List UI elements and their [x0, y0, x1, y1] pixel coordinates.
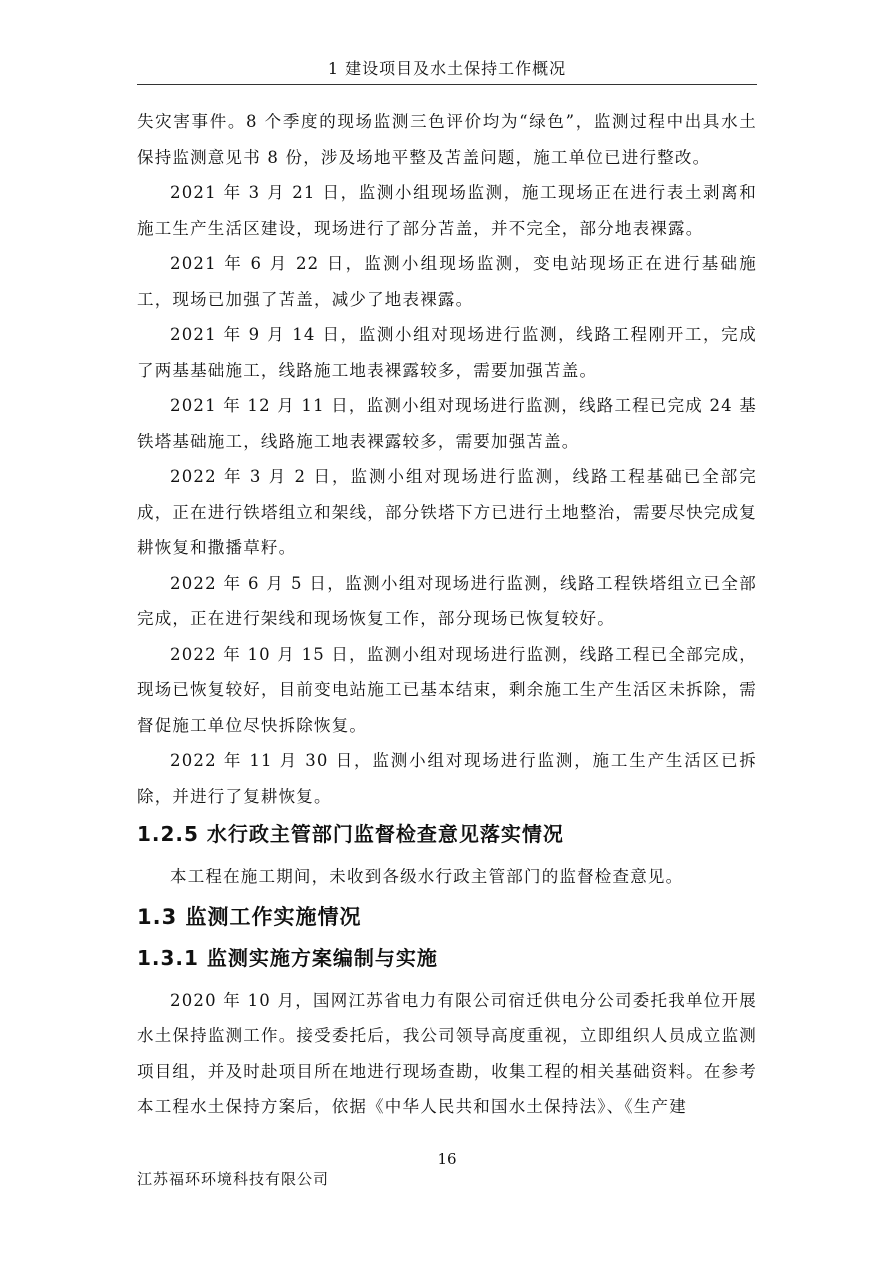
paragraph-section-1-3-1: 2020 年 10 月，国网江苏省电力有限公司宿迁供电分公司委托我单位开展水土保持监测工作。接受委托后，我公司领导高度重视，立即组织人员成立监测项目组，并及时赴项目所在地进行现场查勘，收集工程的相关基础资料。在参考本工程水土保持方案后，依据《中华人民共和国水土保持法》、《生产建 [137, 990, 757, 1116]
page-body [137, 104, 757, 1125]
paragraph-2021-06-22: 2021 年 6 月 22 日，监测小组现场监测，变电站现场正在进行基础施工，现场已加强了苫盖，减少了地表裸露。 [137, 254, 757, 309]
paragraph-2021-12-11: 2021 年 12 月 11 日，监测小组对现场进行监测，线路工程已完成 24 基铁塔基础施工，线路施工地表裸露较多，需要加强苫盖。 [137, 396, 757, 451]
section-heading-1-3-1: 1.3.1 监测实施方案编制与实施 [137, 945, 438, 970]
paragraph-2022-06-05: 2022 年 6 月 5 日，监测小组对现场进行监测，线路工程铁塔组立已全部完成，正在进行架线和现场恢复工作，部分现场已恢复较好。 [137, 573, 757, 628]
paragraph-2021-09-14: 2021 年 9 月 14 日，监测小组对现场进行监测，线路工程刚开工，完成了两基基础施工，线路施工地表裸露较多，需要加强苫盖。 [137, 325, 757, 380]
section-heading-1-3: 1.3 监测工作实施情况 [137, 904, 362, 929]
paragraph-2022-03-02: 2022 年 3 月 2 日，监测小组对现场进行监测，线路工程基础已全部完成，正在进行铁塔组立和架线，部分铁塔下方已进行土地整治，需要尽快完成复耕恢复和撒播草籽。 [137, 467, 757, 557]
page-number: 16 [437, 1150, 457, 1168]
paragraph-2022-11-30: 2022 年 11 月 30 日，监测小组对现场进行监测，施工生产生活区已拆除，并进行了复耕恢复。 [137, 751, 757, 806]
footer-company-name: 江苏福环环境科技有限公司 [137, 1170, 330, 1188]
paragraph-continued-intro: 失灾害事件。8 个季度的现场监测三色评价均为“绿色”，监测过程中出具水土保持监测意见书 8 份，涉及场地平整及苫盖问题，施工单位已进行整改。 [137, 112, 757, 167]
paragraph-2021-03-21: 2021 年 3 月 21 日，监测小组现场监测，施工现场正在进行表土剥离和施工生产生活区建设，现场进行了部分苫盖，并不完全，部分地表裸露。 [137, 183, 757, 238]
paragraph-section-1-2-5: 本工程在施工期间，未收到各级水行政主管部门的监督检查意见。 [170, 867, 684, 886]
header-divider [137, 84, 757, 85]
section-heading-1-2-5: 1.2.5 水行政主管部门监督检查意见落实情况 [137, 822, 564, 846]
running-header: 1 建设项目及水土保持工作概况 [327, 59, 567, 78]
paragraph-2022-10-15: 2022 年 10 月 15 日，监测小组对现场进行监测，线路工程已全部完成，现场已恢复较好，目前变电站施工已基本结束，剩余施工生产生活区未拆除，需督促施工单位尽快拆除恢复。 [137, 644, 757, 735]
